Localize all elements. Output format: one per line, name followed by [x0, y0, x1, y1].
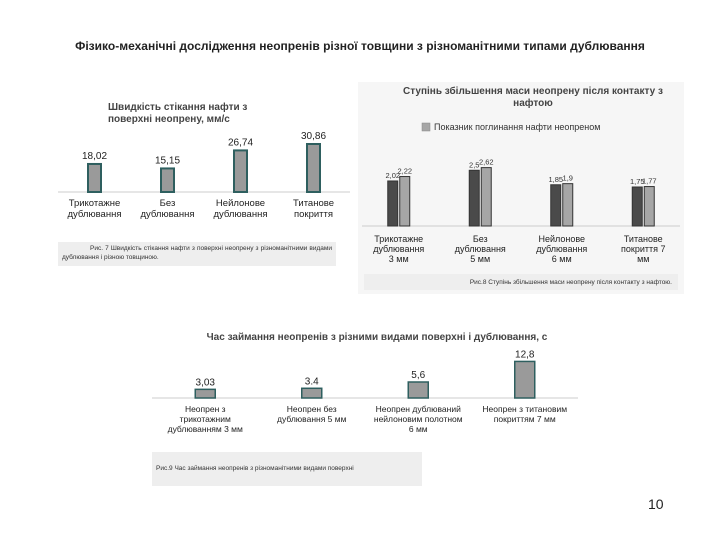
- chart2-bar-s2-1: [400, 177, 410, 226]
- chart1-bar-3: [234, 150, 247, 192]
- fig7-caption: [58, 242, 336, 266]
- chart1-value-label-2: 15,15: [154, 155, 181, 167]
- chart2-legend-label: Показник поглинання нафти неопреном: [434, 122, 601, 132]
- chart2-bar-s1-1: [388, 181, 398, 226]
- chart2-value-label-s1-4: 1,75: [629, 177, 645, 186]
- chart3-bar-1: [195, 389, 215, 398]
- chart3-value-label-1: 3,03: [195, 377, 215, 389]
- chart3-bar-2: [302, 388, 322, 398]
- chart3-value-label-3: 5,6: [411, 370, 426, 381]
- chart2-category-label-1: Трикотажне дублювання 3 мм: [373, 234, 425, 264]
- chart3-title: Час займання неопренів з різними видами поверхні і дублювання, с: [206, 332, 548, 343]
- chart2-category-label-2: Без дублювання 5 мм: [454, 234, 506, 264]
- chart2-value-label-s2-4: 1,77: [641, 176, 657, 186]
- chart1-title: Швидкість стікання нафти з поверхні неопрену, мм/с: [108, 102, 248, 125]
- fig8-caption-text: Рис.8 Ступінь збільшення маси неопрену після контакту з нафтою.: [469, 279, 672, 286]
- chart3-bar-4: [515, 361, 535, 398]
- chart2-value-label-s1-2: 2,5: [469, 160, 480, 170]
- chart2-panel: [358, 82, 684, 294]
- chart2-value-label-s2-1: 2,22: [397, 166, 413, 176]
- chart1-value-label-1: 18,02: [81, 150, 108, 162]
- chart1-category-label-4: Титанове покриття: [293, 198, 334, 220]
- chart2-value-label-s1-1: 2,02: [385, 170, 401, 180]
- chart1-panel: [58, 96, 350, 258]
- fig7-caption-text: Рис. 7 Швидкість стікання нафти з поверхні неопрену з різноманітними видами дублювання і різною товщиною.: [62, 245, 332, 261]
- chart1-bar-2: [161, 168, 174, 192]
- chart3-value-label-4: 12,8: [515, 349, 535, 361]
- chart1-category-label-1: Трикотажне дублювання: [67, 198, 122, 220]
- chart1-value-label-3: 26,74: [227, 137, 254, 149]
- chart3-svg: [152, 328, 578, 440]
- chart3-category-label-4: Неопрен з титановим покриттям 7 мм: [482, 404, 568, 424]
- chart2-bar-s1-4: [632, 187, 642, 226]
- chart1-category-label-2: Без дублювання: [140, 198, 195, 220]
- fig8-caption: [364, 274, 678, 290]
- chart1-bar-1: [88, 164, 101, 192]
- chart3-category-label-1: Неопрен з трикотажним дублюванням 3 мм: [167, 404, 243, 434]
- chart2-value-label-s2-3: 1,9: [562, 173, 573, 183]
- chart3-category-label-3: Неопрен дублюваний нейлоновим полотном 6 мм: [373, 404, 463, 434]
- chart2-bar-s2-3: [563, 184, 573, 226]
- chart1-svg: [58, 96, 350, 258]
- chart3-category-label-2: Неопрен без дублювання 5 мм: [277, 404, 347, 424]
- chart2-category-label-3: Нейлонове дублювання 6 мм: [536, 234, 588, 264]
- chart2-legend-swatch: [422, 123, 430, 131]
- chart3-bar-3: [408, 382, 428, 398]
- chart2-value-label-s2-2: 2,62: [478, 157, 494, 167]
- chart2-title: Ступінь збільшення маси неопрену після контакту з нафтою: [403, 86, 663, 109]
- chart2-bar-s2-2: [481, 168, 491, 226]
- fig9-caption-text: Рис.9 Час займання неопренів з різноманітними видами поверхні: [156, 465, 354, 472]
- chart1-bar-4: [307, 144, 320, 192]
- chart2-bar-s2-4: [644, 187, 654, 226]
- chart2-bar-s1-3: [551, 185, 561, 226]
- chart2-category-label-4: Титанове покриття 7 мм: [621, 234, 666, 264]
- chart3-value-label-2: 3.4: [304, 376, 319, 388]
- chart2-svg: [358, 82, 684, 294]
- chart2-bar-s1-2: [469, 170, 479, 226]
- fig9-caption: [152, 452, 422, 486]
- slide-title: Фізико-механічні дослідження неопренів різної товщини з різноманітними типами дублювання: [75, 39, 645, 53]
- chart2-value-label-s1-3: 1,85: [548, 174, 564, 184]
- page-number: 10: [648, 496, 664, 512]
- chart1-value-label-4: 30,86: [300, 130, 327, 142]
- chart3-panel: [152, 328, 578, 440]
- chart1-category-label-3: Нейлонове дублювання: [213, 198, 268, 220]
